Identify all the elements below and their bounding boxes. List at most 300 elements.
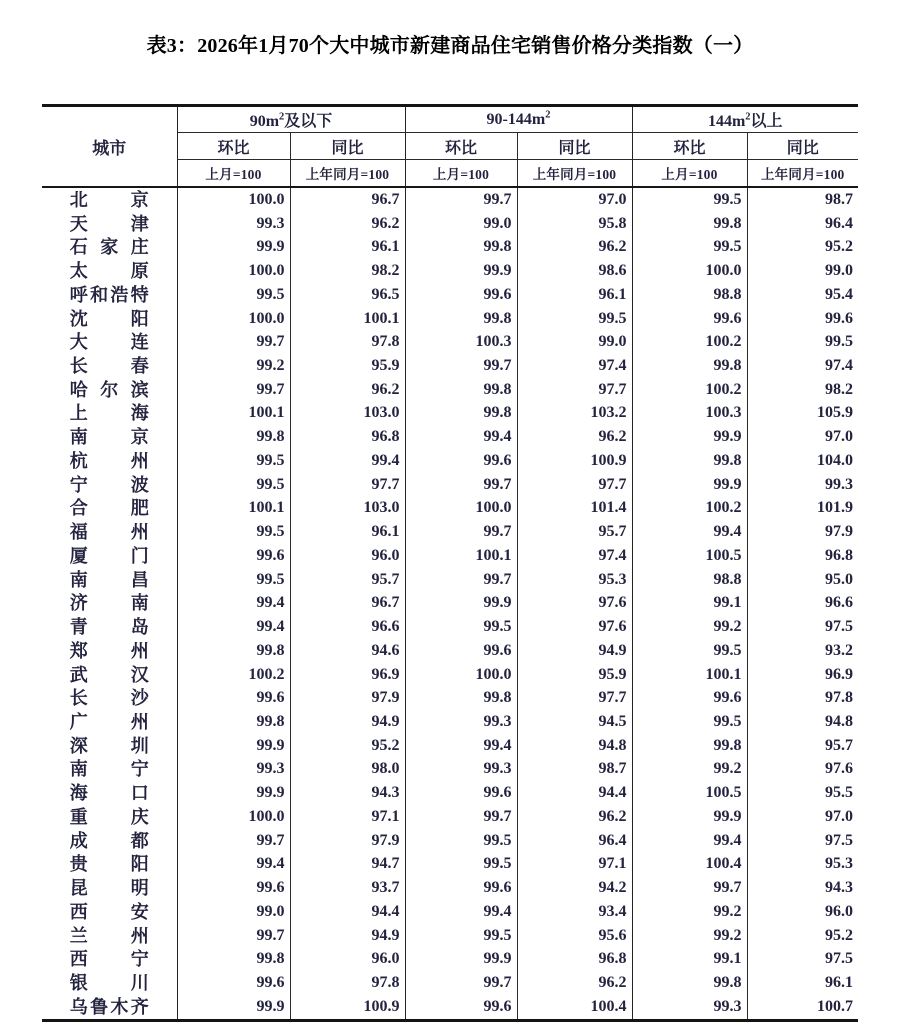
value-cell: 99.7 — [632, 876, 747, 900]
value-cell: 100.1 — [290, 307, 405, 331]
value-cell: 95.9 — [517, 663, 632, 687]
value-cell: 99.9 — [177, 734, 290, 758]
value-cell: 100.1 — [177, 497, 290, 521]
city-name: 北京 — [69, 189, 149, 210]
value-cell: 99.6 — [405, 639, 517, 663]
city-cell — [42, 876, 177, 900]
value-cell: 97.5 — [747, 829, 858, 853]
value-cell: 95.7 — [290, 568, 405, 592]
value-cell: 99.6 — [177, 876, 290, 900]
value-cell: 99.8 — [405, 235, 517, 259]
value-cell: 98.0 — [290, 758, 405, 782]
value-cell: 95.9 — [290, 354, 405, 378]
value-cell: 96.1 — [290, 520, 405, 544]
value-cell: 97.4 — [517, 544, 632, 568]
value-cell: 99.6 — [405, 781, 517, 805]
value-cell: 99.2 — [632, 758, 747, 782]
city-name: 西宁 — [69, 949, 149, 970]
city-cell — [42, 307, 177, 331]
city-name: 厦门 — [69, 545, 149, 566]
value-cell: 97.7 — [517, 686, 632, 710]
value-cell: 99.8 — [405, 686, 517, 710]
value-cell: 99.3 — [177, 212, 290, 236]
value-cell: 99.0 — [747, 259, 858, 283]
value-cell: 99.1 — [632, 948, 747, 972]
value-cell: 99.3 — [405, 710, 517, 734]
value-cell: 94.9 — [290, 924, 405, 948]
table-row — [42, 758, 858, 782]
city-cell — [42, 330, 177, 354]
value-cell: 99.4 — [632, 829, 747, 853]
city-name: 福州 — [69, 522, 149, 543]
value-cell: 99.5 — [177, 520, 290, 544]
value-cell: 99.2 — [632, 924, 747, 948]
value-cell: 100.0 — [177, 187, 290, 212]
value-cell: 99.9 — [405, 948, 517, 972]
value-cell: 99.5 — [632, 235, 747, 259]
value-cell: 99.6 — [177, 686, 290, 710]
value-cell: 96.0 — [290, 544, 405, 568]
table-row — [42, 283, 858, 307]
table-row — [42, 995, 858, 1020]
value-cell: 99.7 — [405, 354, 517, 378]
city-cell — [42, 473, 177, 497]
value-cell: 96.4 — [517, 829, 632, 853]
value-cell: 99.8 — [177, 639, 290, 663]
value-cell: 94.7 — [290, 853, 405, 877]
value-cell: 96.0 — [290, 948, 405, 972]
city-cell — [42, 187, 177, 212]
group-label-sup: 2 — [545, 109, 551, 121]
value-cell: 100.2 — [632, 497, 747, 521]
column-group-header-0 — [177, 106, 405, 133]
value-cell: 99.0 — [177, 900, 290, 924]
value-cell: 99.9 — [177, 781, 290, 805]
table-row — [42, 354, 858, 378]
value-cell: 99.8 — [177, 710, 290, 734]
value-cell: 99.2 — [177, 354, 290, 378]
value-cell: 97.4 — [747, 354, 858, 378]
city-name: 乌鲁木齐 — [69, 996, 149, 1017]
value-cell: 96.6 — [747, 591, 858, 615]
city-cell — [42, 591, 177, 615]
city-name: 成都 — [69, 830, 149, 851]
table-body — [42, 187, 858, 1020]
city-name: 昆明 — [69, 878, 149, 899]
value-cell: 105.9 — [747, 402, 858, 426]
group-label-sup: 2 — [279, 111, 285, 123]
table-row — [42, 259, 858, 283]
value-cell: 95.2 — [747, 924, 858, 948]
city-name: 贵阳 — [69, 854, 149, 875]
value-cell: 99.6 — [405, 449, 517, 473]
value-cell: 101.4 — [517, 497, 632, 521]
city-cell — [42, 568, 177, 592]
subheader-yoy-base-1: 上年同月=100 — [517, 160, 632, 188]
value-cell: 96.4 — [747, 212, 858, 236]
value-cell: 96.2 — [517, 805, 632, 829]
value-cell: 96.0 — [747, 900, 858, 924]
value-cell: 93.7 — [290, 876, 405, 900]
subheader-yoy-0: 同比 — [290, 133, 405, 160]
value-cell: 95.3 — [517, 568, 632, 592]
table-row — [42, 734, 858, 758]
table-row — [42, 615, 858, 639]
value-cell: 100.2 — [177, 663, 290, 687]
value-cell: 97.4 — [517, 354, 632, 378]
value-cell: 97.7 — [517, 378, 632, 402]
value-cell: 99.5 — [177, 473, 290, 497]
value-cell: 96.1 — [747, 971, 858, 995]
value-cell: 100.1 — [632, 663, 747, 687]
value-cell: 95.0 — [747, 568, 858, 592]
city-name: 兰州 — [69, 925, 149, 946]
value-cell: 96.2 — [290, 212, 405, 236]
city-cell — [42, 544, 177, 568]
value-cell: 99.7 — [405, 568, 517, 592]
value-cell: 95.4 — [747, 283, 858, 307]
city-cell — [42, 686, 177, 710]
value-cell: 98.8 — [632, 283, 747, 307]
group-label-post: 以上 — [750, 113, 783, 130]
subheader-mom-2: 环比 — [632, 133, 747, 160]
city-name: 沈阳 — [69, 308, 149, 329]
value-cell: 100.4 — [632, 853, 747, 877]
city-name: 天津 — [69, 213, 149, 234]
city-cell — [42, 971, 177, 995]
value-cell: 99.8 — [632, 354, 747, 378]
city-name: 重庆 — [69, 806, 149, 827]
value-cell: 97.6 — [517, 615, 632, 639]
table-row — [42, 781, 858, 805]
value-cell: 99.9 — [405, 591, 517, 615]
city-name: 哈尔滨 — [69, 379, 149, 400]
value-cell: 99.4 — [177, 591, 290, 615]
value-cell: 95.8 — [517, 212, 632, 236]
city-cell — [42, 734, 177, 758]
value-cell: 99.5 — [632, 639, 747, 663]
value-cell: 99.7 — [405, 473, 517, 497]
subheader-mom-base-1: 上月=100 — [405, 160, 517, 188]
value-cell: 99.8 — [632, 734, 747, 758]
city-name: 青岛 — [69, 617, 149, 638]
value-cell: 94.5 — [517, 710, 632, 734]
value-cell: 97.6 — [747, 758, 858, 782]
value-cell: 99.5 — [747, 330, 858, 354]
value-cell: 98.8 — [632, 568, 747, 592]
value-cell: 94.4 — [517, 781, 632, 805]
group-label-post: 及以下 — [284, 113, 333, 130]
city-name: 郑州 — [69, 640, 149, 661]
value-cell: 99.5 — [177, 449, 290, 473]
value-cell: 99.4 — [290, 449, 405, 473]
value-cell: 100.0 — [177, 259, 290, 283]
city-cell — [42, 402, 177, 426]
value-cell: 99.4 — [177, 615, 290, 639]
value-cell: 99.7 — [405, 971, 517, 995]
value-cell: 96.1 — [517, 283, 632, 307]
column-group-header-1 — [405, 106, 632, 133]
value-cell: 99.2 — [632, 615, 747, 639]
table-row — [42, 473, 858, 497]
value-cell: 96.8 — [517, 948, 632, 972]
value-cell: 99.5 — [405, 829, 517, 853]
value-cell: 100.4 — [517, 995, 632, 1020]
value-cell: 99.9 — [405, 259, 517, 283]
value-cell: 99.5 — [177, 568, 290, 592]
value-cell: 101.9 — [747, 497, 858, 521]
value-cell: 97.5 — [747, 615, 858, 639]
value-cell: 93.4 — [517, 900, 632, 924]
value-cell: 94.4 — [290, 900, 405, 924]
price-index-table — [42, 104, 858, 1022]
city-cell — [42, 758, 177, 782]
value-cell: 97.7 — [290, 473, 405, 497]
value-cell: 100.1 — [177, 402, 290, 426]
value-cell: 96.2 — [517, 971, 632, 995]
table-row — [42, 449, 858, 473]
value-cell: 99.2 — [632, 900, 747, 924]
city-cell — [42, 829, 177, 853]
value-cell: 100.1 — [405, 544, 517, 568]
value-cell: 99.9 — [632, 805, 747, 829]
value-cell: 99.8 — [405, 402, 517, 426]
value-cell: 95.2 — [290, 734, 405, 758]
table-row — [42, 235, 858, 259]
value-cell: 97.7 — [517, 473, 632, 497]
value-cell: 99.6 — [632, 686, 747, 710]
value-cell: 99.5 — [405, 615, 517, 639]
table-row — [42, 307, 858, 331]
value-cell: 97.8 — [747, 686, 858, 710]
value-cell: 95.6 — [517, 924, 632, 948]
table-row — [42, 520, 858, 544]
value-cell: 98.7 — [747, 187, 858, 212]
city-cell — [42, 995, 177, 1020]
value-cell: 100.3 — [632, 402, 747, 426]
value-cell: 97.9 — [290, 829, 405, 853]
value-cell: 99.6 — [405, 283, 517, 307]
value-cell: 103.0 — [290, 497, 405, 521]
city-cell — [42, 212, 177, 236]
city-name: 南京 — [69, 427, 149, 448]
value-cell: 94.8 — [517, 734, 632, 758]
value-cell: 99.5 — [632, 710, 747, 734]
value-cell: 95.3 — [747, 853, 858, 877]
table-row — [42, 829, 858, 853]
city-name: 武汉 — [69, 664, 149, 685]
value-cell: 97.0 — [747, 805, 858, 829]
value-cell: 99.6 — [177, 971, 290, 995]
value-cell: 99.6 — [747, 307, 858, 331]
value-cell: 98.6 — [517, 259, 632, 283]
city-cell — [42, 663, 177, 687]
city-cell — [42, 449, 177, 473]
value-cell: 96.9 — [747, 663, 858, 687]
city-cell — [42, 425, 177, 449]
table-row — [42, 497, 858, 521]
value-cell: 99.1 — [632, 591, 747, 615]
city-cell — [42, 924, 177, 948]
city-name: 太原 — [69, 261, 149, 282]
city-name: 宁波 — [69, 474, 149, 495]
value-cell: 97.5 — [747, 948, 858, 972]
city-cell — [42, 639, 177, 663]
value-cell: 93.2 — [747, 639, 858, 663]
value-cell: 99.6 — [177, 544, 290, 568]
value-cell: 100.0 — [177, 805, 290, 829]
city-name: 济南 — [69, 593, 149, 614]
table-row — [42, 948, 858, 972]
table-row — [42, 212, 858, 236]
table-row — [42, 591, 858, 615]
value-cell: 96.8 — [747, 544, 858, 568]
subheader-mom-base-2: 上月=100 — [632, 160, 747, 188]
value-cell: 97.8 — [290, 330, 405, 354]
value-cell: 96.9 — [290, 663, 405, 687]
city-name: 大连 — [69, 332, 149, 353]
value-cell: 99.4 — [632, 520, 747, 544]
group-label-sup: 2 — [745, 111, 751, 123]
value-cell: 99.8 — [632, 449, 747, 473]
table-row — [42, 544, 858, 568]
value-cell: 99.9 — [177, 995, 290, 1020]
city-name: 合肥 — [69, 498, 149, 519]
value-cell: 99.9 — [177, 235, 290, 259]
value-cell: 100.7 — [747, 995, 858, 1020]
value-cell: 100.0 — [177, 307, 290, 331]
value-cell: 98.7 — [517, 758, 632, 782]
city-cell — [42, 235, 177, 259]
group-label-pre: 90-144m — [486, 110, 546, 128]
value-cell: 99.5 — [177, 283, 290, 307]
value-cell: 96.8 — [290, 425, 405, 449]
city-name: 广州 — [69, 712, 149, 733]
value-cell: 100.9 — [517, 449, 632, 473]
value-cell: 99.4 — [405, 425, 517, 449]
value-cell: 99.7 — [177, 924, 290, 948]
subheader-yoy-1: 同比 — [517, 133, 632, 160]
value-cell: 99.8 — [405, 307, 517, 331]
subheader-yoy-base-0: 上年同月=100 — [290, 160, 405, 188]
value-cell: 100.0 — [405, 663, 517, 687]
value-cell: 97.1 — [290, 805, 405, 829]
city-name: 长春 — [69, 356, 149, 376]
value-cell: 100.9 — [290, 995, 405, 1020]
value-cell: 98.2 — [747, 378, 858, 402]
value-cell: 99.3 — [177, 758, 290, 782]
value-cell: 97.9 — [290, 686, 405, 710]
value-cell: 100.5 — [632, 544, 747, 568]
value-cell: 94.6 — [290, 639, 405, 663]
city-name: 南宁 — [69, 759, 149, 780]
table-row — [42, 663, 858, 687]
value-cell: 99.7 — [177, 829, 290, 853]
table-row — [42, 187, 858, 212]
city-name: 石家庄 — [69, 237, 149, 258]
city-name: 杭州 — [69, 450, 149, 471]
city-cell — [42, 710, 177, 734]
subheader-mom-0: 环比 — [177, 133, 290, 160]
value-cell: 96.6 — [290, 615, 405, 639]
value-cell: 99.4 — [177, 853, 290, 877]
value-cell: 99.6 — [405, 876, 517, 900]
value-cell: 97.0 — [747, 425, 858, 449]
city-name: 深圳 — [69, 735, 149, 756]
value-cell: 99.4 — [405, 734, 517, 758]
table-row — [42, 330, 858, 354]
city-name: 西安 — [69, 901, 149, 922]
table-row — [42, 710, 858, 734]
table-row — [42, 378, 858, 402]
value-cell: 94.9 — [290, 710, 405, 734]
table-row — [42, 971, 858, 995]
value-cell: 96.7 — [290, 591, 405, 615]
value-cell: 99.0 — [517, 330, 632, 354]
column-group-header-2 — [632, 106, 858, 133]
city-cell — [42, 615, 177, 639]
city-name: 南昌 — [69, 569, 149, 590]
value-cell: 99.8 — [632, 212, 747, 236]
subheader-mom-1: 环比 — [405, 133, 517, 160]
value-cell: 99.8 — [177, 425, 290, 449]
value-cell: 99.0 — [405, 212, 517, 236]
column-header-city: 城市 — [42, 106, 177, 188]
value-cell: 97.1 — [517, 853, 632, 877]
value-cell: 99.9 — [632, 473, 747, 497]
city-name: 海口 — [69, 783, 149, 804]
value-cell: 97.8 — [290, 971, 405, 995]
city-name: 银川 — [69, 973, 149, 994]
value-cell: 100.2 — [632, 378, 747, 402]
subheader-mom-base-0: 上月=100 — [177, 160, 290, 188]
value-cell: 95.5 — [747, 781, 858, 805]
city-cell — [42, 900, 177, 924]
value-cell: 104.0 — [747, 449, 858, 473]
value-cell: 99.9 — [632, 425, 747, 449]
city-cell — [42, 283, 177, 307]
value-cell: 99.5 — [517, 307, 632, 331]
value-cell: 95.7 — [517, 520, 632, 544]
city-cell — [42, 354, 177, 378]
value-cell: 96.2 — [517, 425, 632, 449]
value-cell: 99.3 — [632, 995, 747, 1020]
value-cell: 99.3 — [747, 473, 858, 497]
value-cell: 96.2 — [517, 235, 632, 259]
city-cell — [42, 497, 177, 521]
city-name: 上海 — [69, 403, 149, 424]
value-cell: 96.5 — [290, 283, 405, 307]
value-cell: 98.2 — [290, 259, 405, 283]
table-row — [42, 924, 858, 948]
value-cell: 99.4 — [405, 900, 517, 924]
table-row — [42, 876, 858, 900]
value-cell: 103.2 — [517, 402, 632, 426]
value-cell: 96.7 — [290, 187, 405, 212]
value-cell: 99.8 — [632, 971, 747, 995]
value-cell: 97.9 — [747, 520, 858, 544]
value-cell: 99.7 — [177, 378, 290, 402]
city-cell — [42, 781, 177, 805]
value-cell: 100.5 — [632, 781, 747, 805]
table-row — [42, 639, 858, 663]
value-cell: 99.7 — [405, 187, 517, 212]
city-cell — [42, 805, 177, 829]
value-cell: 99.7 — [405, 520, 517, 544]
group-label-pre: 90m — [249, 113, 280, 130]
table-row — [42, 402, 858, 426]
value-cell: 99.5 — [405, 924, 517, 948]
